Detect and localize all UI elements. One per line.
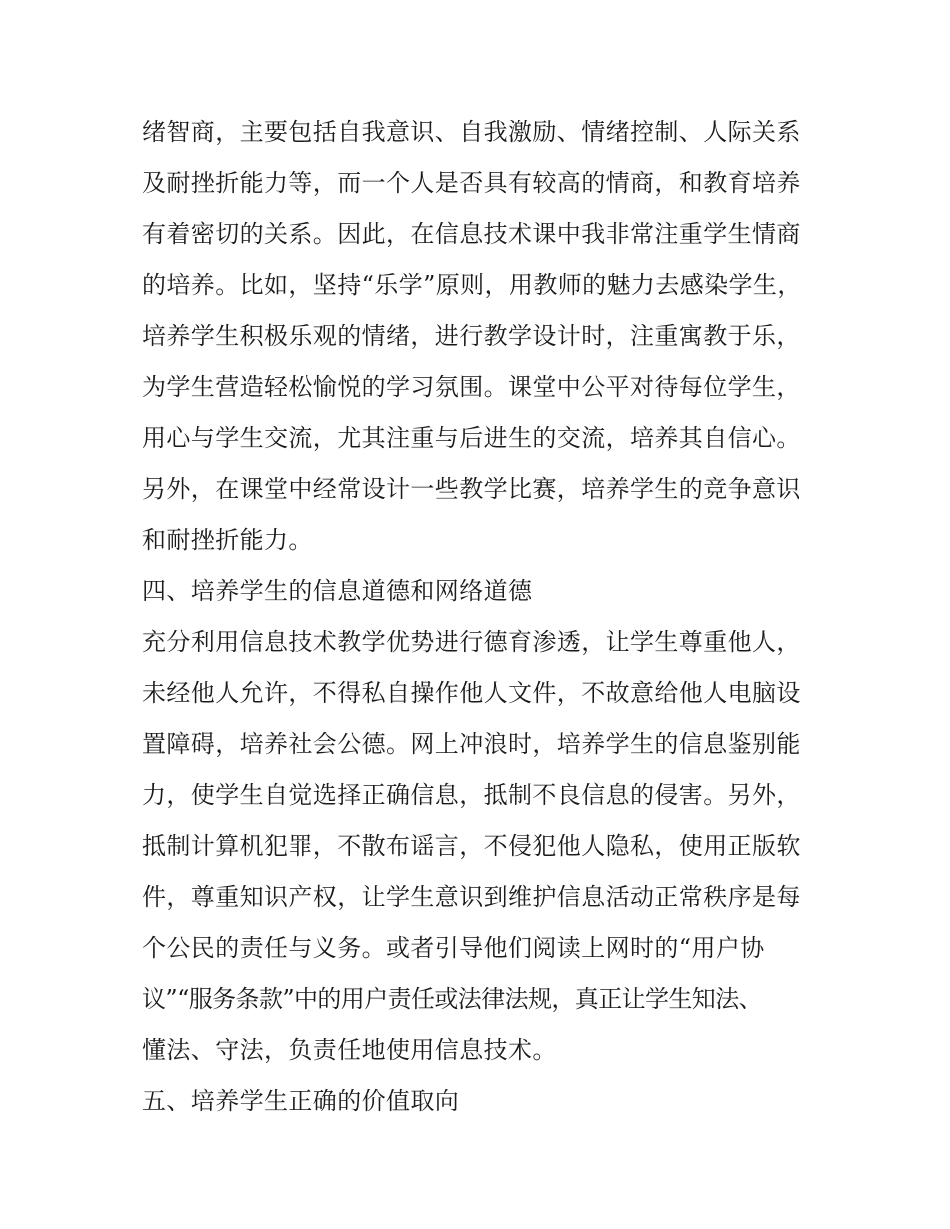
paragraph-line: 培养学生积极乐观的情绪，进行教学设计时，注重寓教于乐， bbox=[142, 322, 801, 350]
paragraph-line: 件，尊重知识产权，让学生意识到维护信息活动正常秩序是每 bbox=[142, 883, 801, 911]
paragraph-line: 充分利用信息技术教学优势进行德育渗透，让学生尊重他人， bbox=[142, 628, 801, 656]
paragraph-line: 另外，在课堂中经常设计一些教学比赛，培养学生的竞争意识 bbox=[142, 475, 801, 503]
paragraph-line: 绪智商，主要包括自我意识、自我激励、情绪控制、人际关系 bbox=[142, 118, 801, 146]
paragraph-line: 的培养。比如，坚持“乐学”原则，用教师的魅力去感染学生， bbox=[142, 271, 802, 299]
section-heading: 五、培养学生正确的价值取向 bbox=[142, 1087, 460, 1115]
paragraph-line: 有着密切的关系。因此，在信息技术课中我非常注重学生情商 bbox=[142, 220, 801, 248]
paragraph-line: 和耐挫折能力。 bbox=[142, 526, 313, 554]
paragraph-line: 议”“服务条款”中的用户责任或法律法规，真正让学生知法、 bbox=[142, 985, 763, 1013]
paragraph-line: 抵制计算机犯罪，不散布谣言，不侵犯他人隐私，使用正版软 bbox=[142, 832, 801, 860]
paragraph-line: 及耐挫折能力等，而一个人是否具有较高的情商，和教育培养 bbox=[142, 169, 801, 197]
paragraph-line: 力，使学生自觉选择正确信息，抵制不良信息的侵害。另外， bbox=[142, 781, 801, 809]
paragraph-line: 置障碍，培养社会公德。网上冲浪时，培养学生的信息鉴别能 bbox=[142, 730, 801, 758]
paragraph-line: 未经他人允许，不得私自操作他人文件，不故意给他人电脑设 bbox=[142, 679, 801, 707]
section-heading: 四、培养学生的信息道德和网络道德 bbox=[142, 577, 533, 605]
paragraph-line: 为学生营造轻松愉悦的学习氛围。课堂中公平对待每位学生， bbox=[142, 373, 801, 401]
paragraph-line: 用心与学生交流，尤其注重与后进生的交流，培养其自信心。 bbox=[142, 424, 801, 452]
paragraph-line: 懂法、守法，负责任地使用信息技术。 bbox=[142, 1036, 557, 1064]
paragraph-line: 个公民的责任与义务。或者引导他们阅读上网时的“用户协 bbox=[142, 934, 765, 962]
document-body bbox=[142, 107, 822, 1127]
